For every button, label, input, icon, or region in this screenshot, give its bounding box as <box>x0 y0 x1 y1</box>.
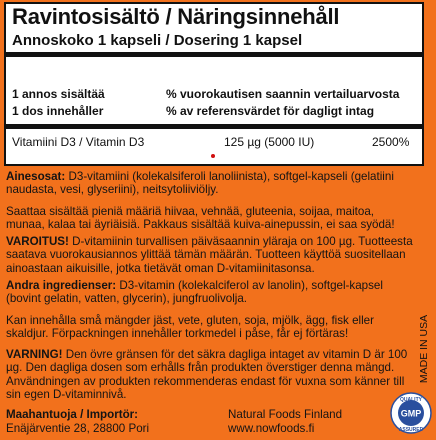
badge-top-text: QUALITY <box>400 397 422 403</box>
header-percent-sv: % av referensvärdet för dagligt intag <box>166 104 375 118</box>
warning-fi-text: D-vitamiinin turvallisen päiväsaannin yläraja on 100 µg. Tuotteesta saatava vuorokausiannos ylittää tämän määrän. Tuotteen käyttöä suositellaan ainoastaan aikuisille, jotka tietävät oman D-vitamiinitasonsa. <box>6 235 413 275</box>
nutrient-amount: 125 µg (5000 IU) <box>224 135 315 149</box>
warning-fi-label: VAROITUS! <box>6 235 69 248</box>
allergen-note-sv: Kan innehålla små mängder jäst, vete, gluten, soja, mjölk, ägg, fisk eller skaldjur. Förpackningen innehåller torkmedel i påse, får ej förtäras! <box>6 314 374 341</box>
ingredients-sv-label: Andra ingredienser: <box>6 279 117 292</box>
importer-company: Natural Foods Finland <box>228 408 343 421</box>
ingredients-fi <box>6 170 414 197</box>
origin-text: MADE IN USA <box>418 314 430 384</box>
nutrient-percent: 2500% <box>372 135 410 149</box>
importer-label: Maahantuoja / Importör: <box>6 408 139 421</box>
allergen-note-fi: Saattaa sisältää pieniä määriä hiivaa, vehnää, gluteenia, soijaa, maitoa, munaa, kalaa tai äyriäisiä. Pakkaus sisältää kuiva-ainepussin, ei saa syödä! <box>6 205 395 232</box>
red-dot-mark <box>211 154 215 158</box>
ingredients-fi-text: D3-vitamiini (kolekalsiferoli lanoliinista), softgel-kapseli (gelatiini naudasta, vesi, glyseriini), neitsytoliiviöljy. <box>6 170 394 197</box>
facts-title: Ravintosisältö / Näringsinnehåll <box>12 4 340 29</box>
badge-bottom-text: ASSURED <box>398 427 424 433</box>
warning-sv-label: VARNING! <box>6 348 63 361</box>
warning-sv-text: Den övre gränsen för det säkra dagliga intaget av vitamin D är 100 µg. Den dagliga dosen som erhålls från produkten överstiger denna mängd. Användningen av produkten rekommenderas endast för vuxna som känner till sin egen D-vitaminnivå. <box>6 348 408 401</box>
badge-center-text: GMP <box>400 408 422 419</box>
nutrient-name: Vitamiini D3 / Vitamin D3 <box>12 135 145 149</box>
serving-size: Annoskoko 1 kapseli / Dosering 1 kapsel <box>12 32 303 49</box>
gmp-quality-badge-icon <box>390 392 432 434</box>
header-amount-fi: 1 annos sisältää <box>12 87 105 101</box>
warning-fi <box>6 235 414 275</box>
header-amount-sv: 1 dos innehåller <box>12 104 104 118</box>
ingredients-sv <box>6 279 414 306</box>
importer-website: www.nowfoods.fi <box>228 422 315 435</box>
divider-thick <box>6 52 422 57</box>
divider-thick-2 <box>6 124 422 129</box>
origin-label <box>416 312 430 388</box>
ingredients-fi-label: Ainesosat: <box>6 170 66 183</box>
nutrition-facts-panel <box>4 2 424 166</box>
warning-sv <box>6 348 410 401</box>
importer-address: Enäjärventie 28, 28800 Pori <box>6 422 150 435</box>
ingredients-sv-text: D3-vitamin (kolekalciferol av lanolin), softgel-kapsel (bovint gelatin, vatten, glycerin), jungfruolivolja. <box>6 279 383 306</box>
header-percent-fi: % vuorokautisen saannin vertailuarvosta <box>166 87 400 101</box>
